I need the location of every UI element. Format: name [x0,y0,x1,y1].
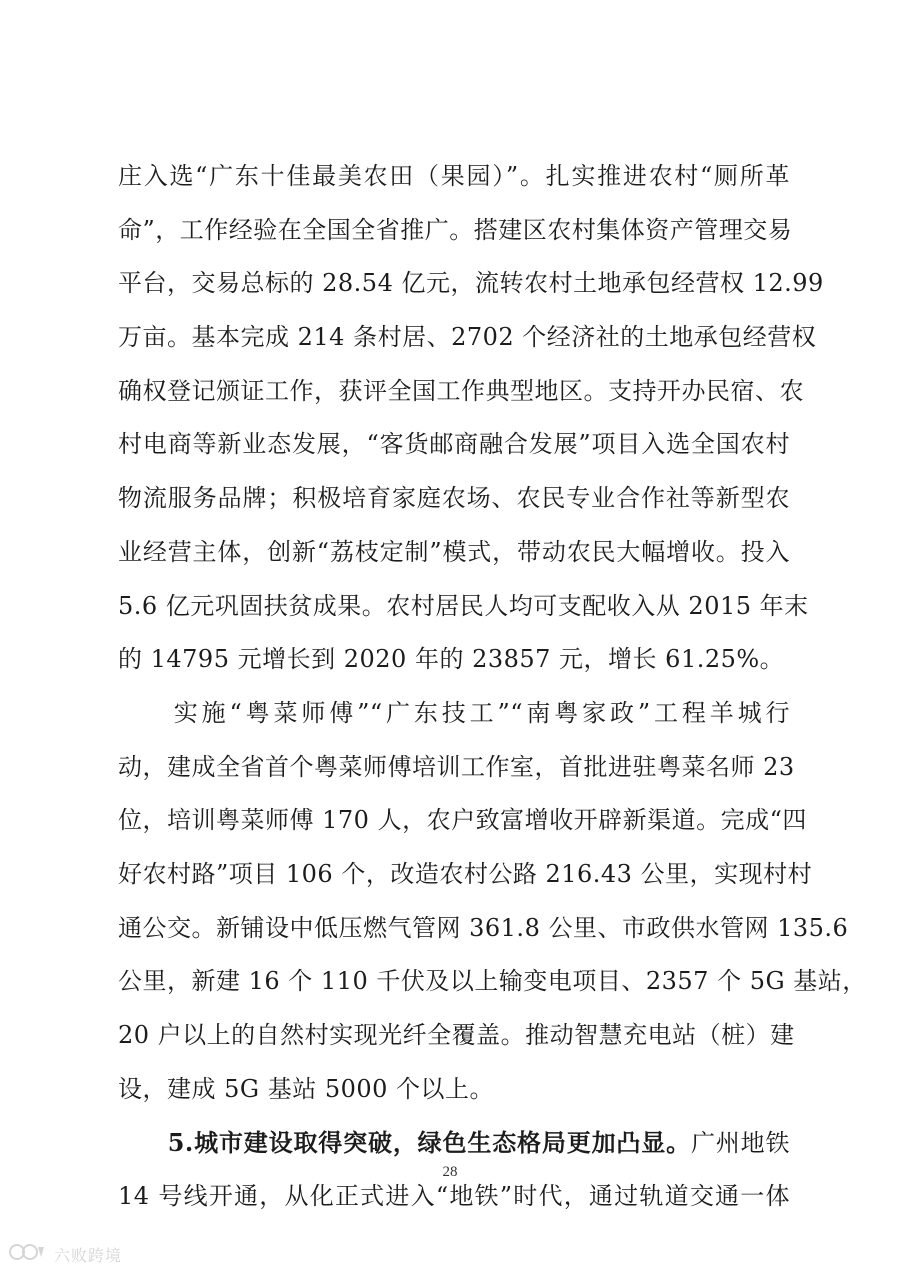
text-line: 20 户以上的自然村实现光纤全覆盖。推动智慧充电站（桩）建 [118,1021,795,1049]
text-line: 命”，工作经验在全国全省推广。搭建区农村集体资产管理交易 [118,215,793,244]
indent [118,1129,168,1157]
heading-continuation: 广州地铁 [690,1129,790,1158]
text-line: 设，建成 5G 基站 5000 个以上。 [118,1074,495,1103]
text-line: 确权登记颁证工作，获评全国工作典型地区。支持开办民宿、农 [118,376,804,405]
text-line: 业经营主体，创新“荔枝定制”模式，带动农民大幅增收。投入 [118,537,790,566]
text-line: 5.6 亿元巩固扶贫成果。农村居民人均可支配收入从 2015 年末 [118,591,809,620]
section-heading: 5.城市建设取得突破，绿色生态格局更加凸显。 [167,1128,691,1158]
text-line: 位，培训粤菜师傅 170 人，农户致富增收开辟新渠道。完成“四 [118,806,807,835]
section-heading-line [118,1116,790,1170]
text-line: 通公交。新铺设中低压燃气管网 361.8 公里、市政供水管网 135.6 [118,913,849,942]
watermark-text: 六败跨境 [54,1245,123,1265]
text-line: 动，建成全省首个粤菜师傅培训工作室，首批进驻粤菜名师 23 [118,752,795,781]
watermark [8,1242,122,1266]
text-line: 实施“粤菜师傅”“广东技工”“南粤家政”工程羊城行 [118,698,790,727]
text-line: 好农村路”项目 106 个，改造农村公路 216.43 公里，实现村村 [118,859,813,888]
text-line: 的 14795 元增长到 2020 年的 23857 元，增长 61.25%。 [118,645,785,674]
text-line: 庄入选“广东十佳最美农田（果园）”。扎实推进农村“厕所革 [118,162,790,190]
body-text [118,150,867,1224]
text-line: 村电商等新业态发展，“客货邮商融合发展”项目入选全国农村 [118,430,790,459]
page-number: 28 [442,1164,458,1180]
text-line: 万亩。基本完成 214 条村居、2702 个经济社的土地承包经营权 [118,323,817,352]
text-line: 公里，新建 16 个 110 千伏及以上输变电项目、2357 个 5G 基站， [118,967,867,996]
text-line: 物流服务品牌；积极培育家庭农场、农民专业合作社等新型农 [118,484,790,513]
text-line: 14 号线开通，从化正式进入“地铁”时代，通过轨道交通一体 [118,1182,790,1211]
watermark-logo-icon [8,1241,48,1267]
text-line: 平台，交易总标的 28.54 亿元，流转农村土地承包经营权 12.99 [118,269,824,298]
